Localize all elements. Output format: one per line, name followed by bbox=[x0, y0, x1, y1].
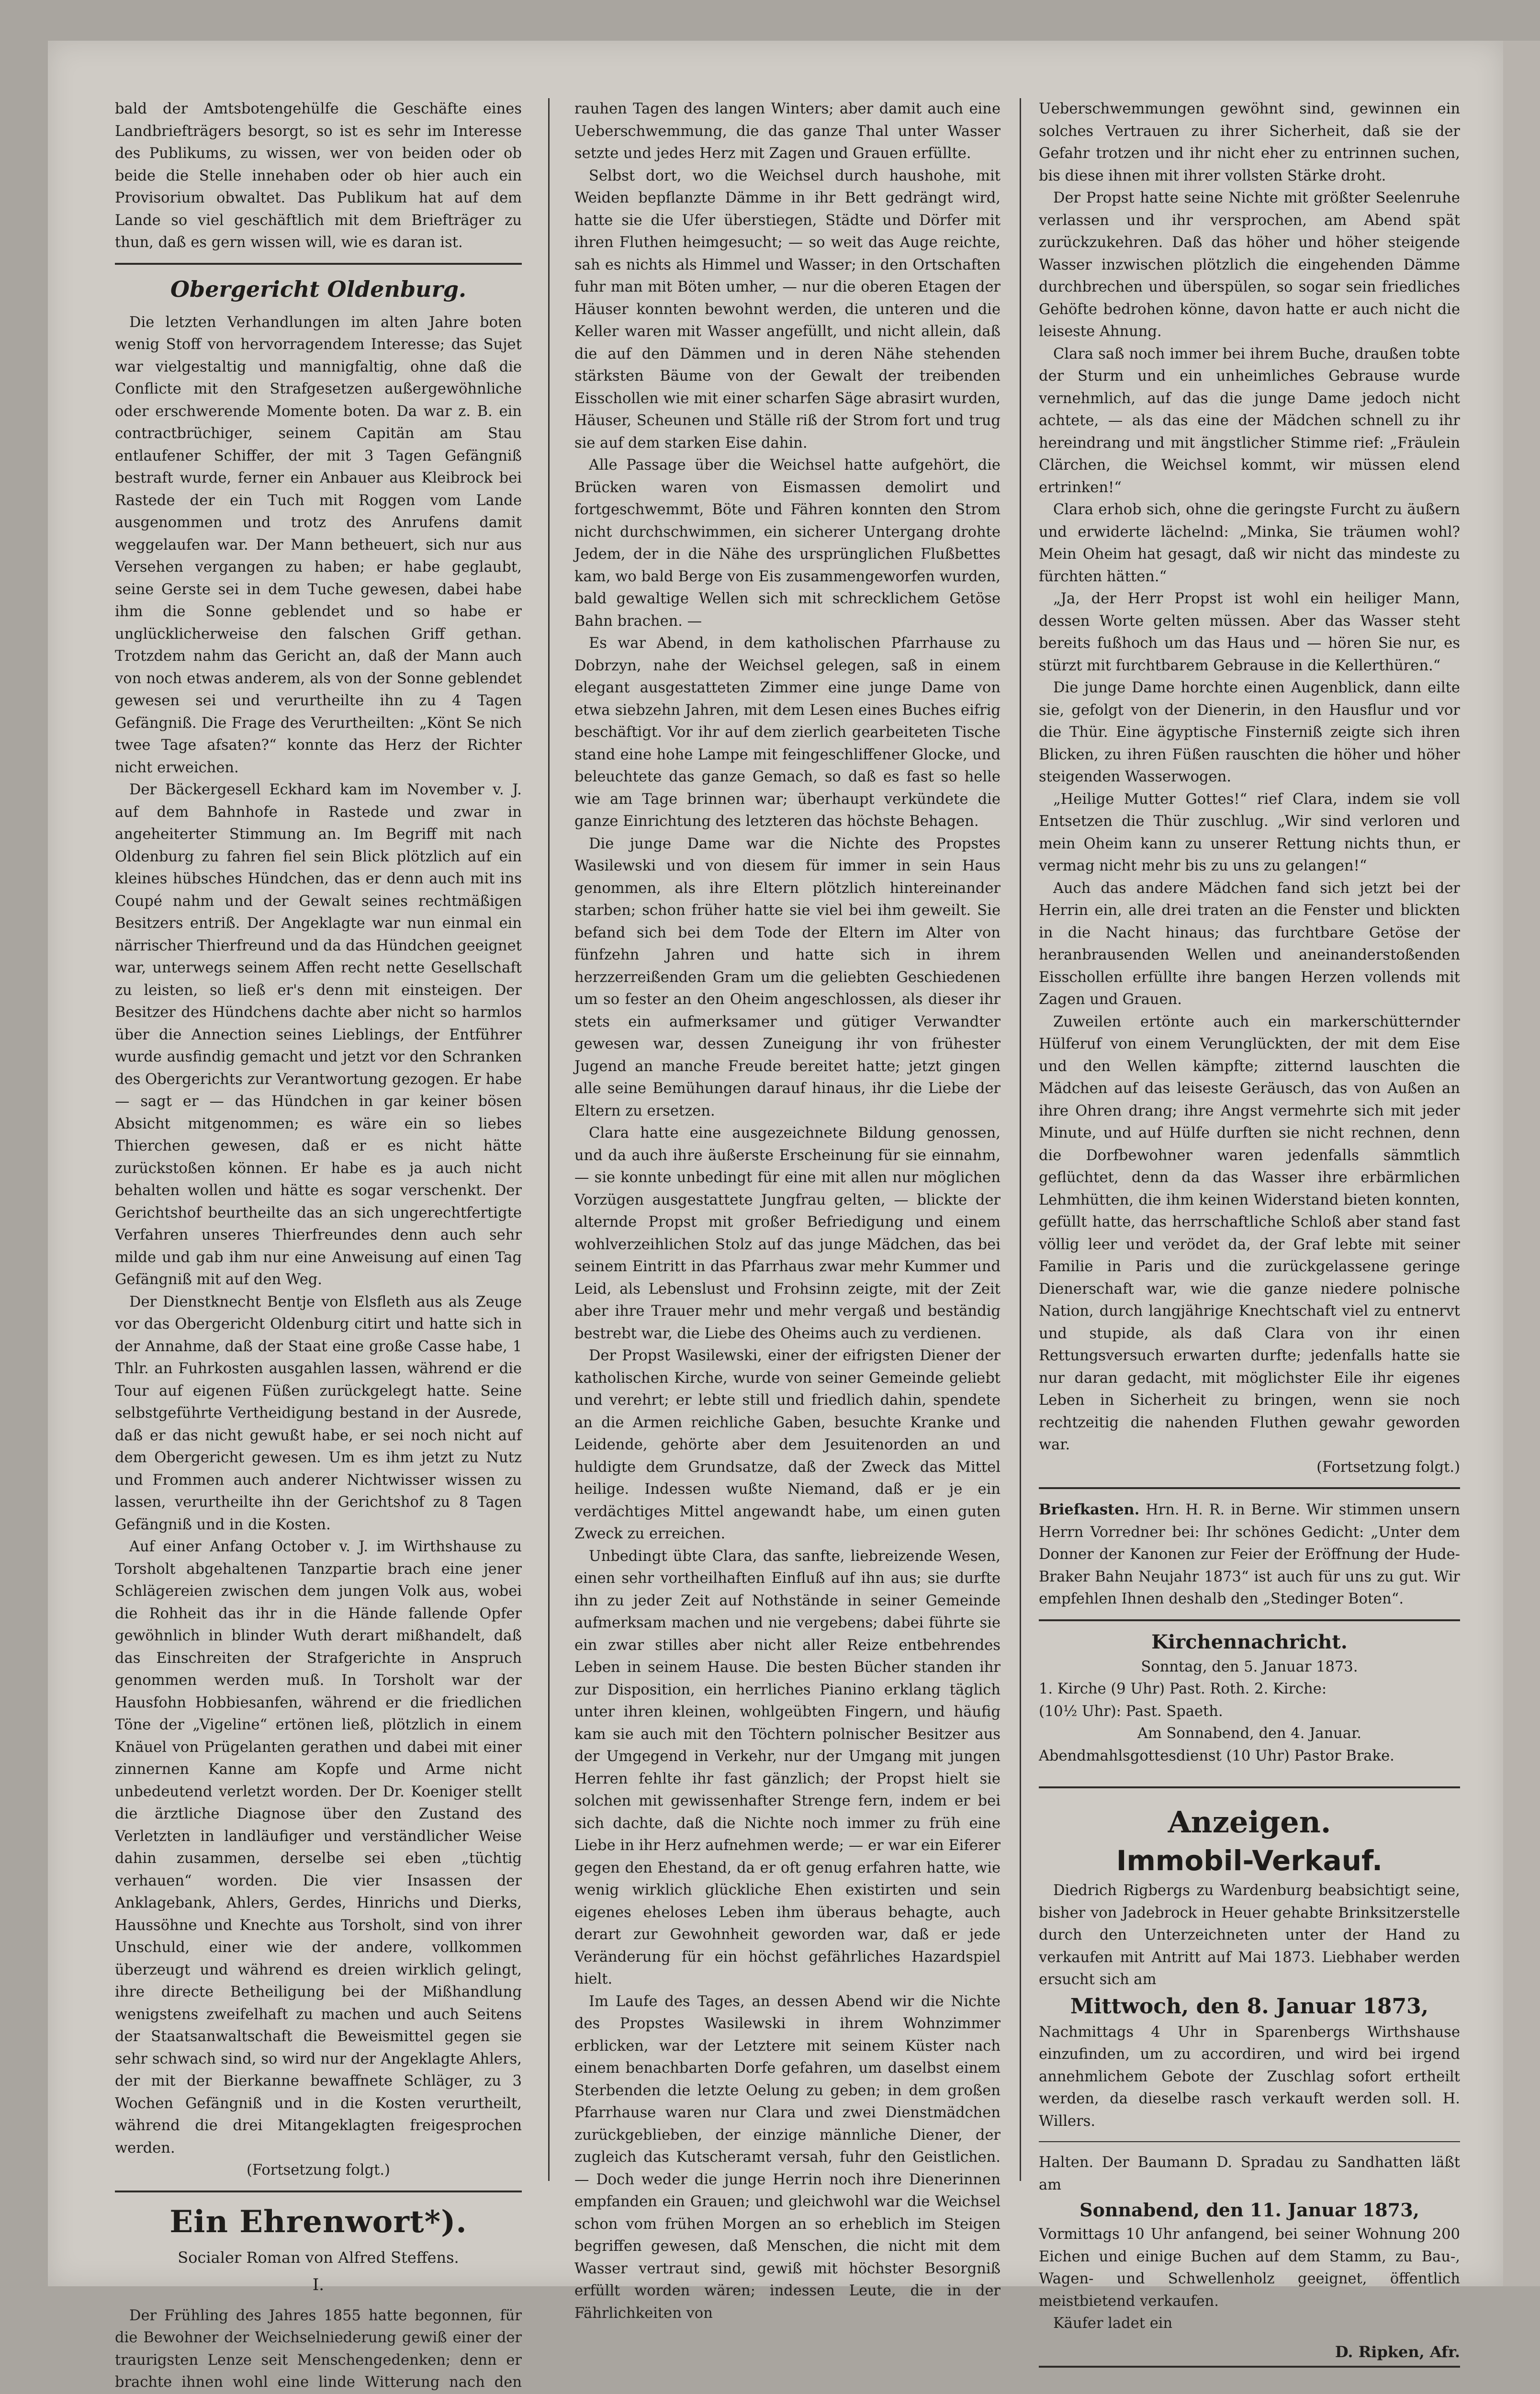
church-notice-line: Am Sonnabend, den 4. Januar. bbox=[1039, 1723, 1460, 1745]
column-right bbox=[1039, 98, 1460, 2368]
ad-date: Sonnabend, den 11. Januar 1873, bbox=[1039, 2199, 1460, 2221]
article-paragraph: Der Frühling des Jahres 1855 hatte begonnen, für die Bewohner der Weichselniederung gewiß einer der traurigsten Lenze seit Menschengedenken; denn er brachte ihnen wohl eine linde Witterung nach den bbox=[115, 2305, 522, 2394]
article-paragraph: Auf einer Anfang October v. J. im Wirthshause zu Torsholt abgehaltenen Tanzpartie brach eine jener Schlägereien zwischen dem jungen Volk aus, wobei die Rohheit das ihr in die Hände fallende Opfer gewöhnlich in blinder Wuth derart mißhandelt, daß das Einschreiten der Strafgerichte in Anspruch genommen werden muß. In Torsholt war der Hausfohn Hobbiesanfen, während er die friedlichen Töne der „Vigeline“ ertönen ließ, plötzlich in einem Knäuel von Prügelanten gerathen und dabei mit einer zinnernen Kanne am Kopfe und Arme nicht unbedeutend verletzt worden. Der Dr. Koeniger stellt die ärztliche Diagnose über den Zustand des Verletzten in landläufiger und verständlicher Weise dahin zusammen, derselbe sei eben „tüchtig verhauen“ worden. Die vier Insassen der Anklagebank, Ahlers, Gerdes, Hinrichs und Dierks, Haussöhne und Knechte aus Torsholt, sind von ihrer Unschuld, einer wie der andere, vollkommen überzeugt und während es dreien wirklich gelingt, ihre directe Betheiligung bei der Mißhandlung wenigstens zweifelhaft zu machen und auch Seitens der Staatsanwaltschaft die Beweismittel gegen sie sehr schwach sind, so wird nur der Angeklagte Ahlers, der mit der Bierkanne bewaffnete Schläger, zu 3 Wochen Gefängniß und in die Kosten verurtheilt, während die drei Mitangeklagten freigesprochen werden. bbox=[115, 1536, 522, 2159]
article-text: bald der Amtsbotengehülfe die Geschäfte eines Landbriefträgers besorgt, so ist es sehr im Interesse des Publikums, zu wissen, wer von beiden oder ob beide die Stelle innehaben oder ob hier auch ein Provisorium obwaltet. Das Publikum hat auf dem Lande so viel geschäftlich mit dem Briefträger zu thun, daß es gern wissen will, wie es daran ist. bbox=[115, 98, 522, 254]
ad-text: Nachmittags 4 Uhr in Sparenbergs Wirthshause einzufinden, um zu accordiren, und wird bei irgend annehmlichem Gebote der Zuschlag sofort ertheilt werden, da dieselbe rasch verkauft werden soll. H. Willers. bbox=[1039, 2021, 1460, 2133]
ad-text: Vormittags 10 Uhr anfangend, bei seiner Wohnung 200 Eichen und einige Buchen auf dem Stamm, zu Bau-, Wagen- und Schwellenholz geeignet, öffentlich meistbietend verkaufen. bbox=[1039, 2224, 1460, 2313]
ad-text: Diedrich Rigbergs zu Wardenburg beabsichtigt seine, bisher von Jadebrock in Heuer gehabte Brinksitzerstelle durch den Unterzeichneten unter der Hand zu verkaufen mit Antritt auf Mai 1873. Liebhaber werden ersucht sich am bbox=[1039, 1880, 1460, 1991]
column-middle bbox=[574, 98, 1000, 2325]
article-paragraph: Selbst dort, wo die Weichsel durch haushohe, mit Weiden bepflanzte Dämme in ihr Bett gedrängt wird, hatte sie die Ufer überstiegen, Städte und Dörfer mit ihren Fluthen heimgesucht; — so weit das Auge reichte, sah es nichts als Himmel und Wasser; in den Ortschaften fuhr man mit Böten umher, — nur die oberen Etagen der Häuser konnten bewohnt werden, die unteren und die Keller waren mit Wasser angefüllt, und nicht allein, daß die auf den Dämmen und in deren Nähe stehenden stärksten Bäume von der Gewalt der treibenden Eisschollen wie mit einer scharfen Säge abrasirt wurden, Häuser, Scheunen und Ställe riß der Strom fort und trug sie auf dem starken Eise dahin. bbox=[574, 165, 1000, 455]
article-paragraph: Der Bäckergesell Eckhard kam im November v. J. auf dem Bahnhofe in Rastede und zwar in angeheiterter Stimmung an. Im Begriff mit nach Oldenburg zu fahren fiel sein Blick plötzlich auf ein kleines hübsches Hündchen, das er denn auch mit ins Coupé nahm und der Gewalt seines rechtmäßigen Besitzers entriß. Der Angeklagte war nun einmal ein närrischer Thierfreund und da das Hündchen geeignet war, unterwegs seinem Affen recht nette Gesellschaft zu leisten, so ließ er's denn mit einsteigen. Der Besitzer des Hündchens dachte aber nicht so harmlos über die Annection seines Lieblings, der Entführer wurde ausfindig gemacht und jetzt vor den Schranken des Obergerichts zur Verantwortung gezogen. Er habe — sagt er — das Hündchen in gar keiner bösen Absicht mitgenommen; es wäre ein so liebes Thierchen gewesen, daß er es nicht hätte zurückstoßen können. Er habe es ja auch nicht behalten wollen und hätte es sogar verschenkt. Der Gerichtshof beurtheilte das an sich ungerechtfertigte Verfahren unseres Thierfreundes denn auch sehr milde und gab ihm nur eine Anweisung auf einen Tag Gefängniß mit auf den Weg. bbox=[115, 779, 522, 1291]
ad-text: Käufer ladet ein bbox=[1039, 2313, 1460, 2335]
article-paragraph: Der Propst hatte seine Nichte mit größter Seelenruhe verlassen und ihr versprochen, am Abend spät zurückzukehren. Daß das höher und höher steigende Wasser inzwischen plötzlich die eingehenden Dämme durchbrechen und überspülen, so sogar sein friedliches Gehöfte bedrohen könne, davon hatte er auch nicht die leiseste Ahnung. bbox=[1039, 187, 1460, 343]
article-paragraph: Clara saß noch immer bei ihrem Buche, draußen tobte der Sturm und ein unheimliches Gebrause wurde vernehmlich, auf das die junge Dame jedoch nicht achtete, — als das eine der Mädchen schnell zu ihr hereindrang und mit ängstlicher Stimme rief: „Fräulein Clärchen, die Weichsel kommt, wir müssen elend ertrinken!“ bbox=[1039, 343, 1460, 499]
page-edge bbox=[1503, 41, 1540, 2286]
article-paragraph: Die junge Dame horchte einen Augenblick, dann eilte sie, gefolgt von der Dienerin, in den Hausflur und vor die Thür. Eine ägyptische Finsterniß zeigte sich ihren Blicken, zu ihren Füßen rauschten die höher und höher steigenden Wasserwogen. bbox=[1039, 677, 1460, 789]
article-paragraph: Die letzten Verhandlungen im alten Jahre boten wenig Stoff von hervorragendem Interesse; das Sujet war vielgestaltig und mannigfaltig, ohne daß die Conflicte mit den Strafgesetzen außergewöhnliche oder erschwerende Momente boten. Da war z. B. ein contractbrüchiger, seinem Capitän am Stau entlaufener Schiffer, der mit 3 Tagen Gefängniß bestraft wurde, ferner ein Anbauer aus Kleibrock bei Rastede der ein Tuch mit Roggen vom Lande ausgenommen und trotz des Anrufens damit weggelaufen war. Der Mann betheuert, sich nur aus Versehen vergangen zu haben; er habe geglaubt, seine Gerste sei in dem Tuche gewesen, dabei habe ihm die Sonne geblendet und so habe er unglücklicherweise den falschen Griff gethan. Trotzdem nahm das Gericht an, daß der Mann auch von noch etwas anderem, als von der Sonne geblendet gewesen sei und verurtheilte ihn zu 4 Tagen Gefängniß. Die Frage des Verurtheilten: „Könt Se nich twee Tage afsaten?“ konnte das Herz der Richter nicht erweichen. bbox=[115, 312, 522, 779]
section-heading: Obergericht Oldenburg. bbox=[115, 276, 522, 302]
column-rule bbox=[1020, 98, 1021, 2181]
continuation-note: (Fortsetzung folgt.) bbox=[115, 2159, 522, 2182]
article-paragraph: Unbedingt übte Clara, das sanfte, liebreizende Wesen, einen sehr vortheilhaften Einfluß auf ihn aus; sie durfte ihn zu jeder Zeit auf Nothstände in seiner Gemeinde aufmerksam machen und nie vergebens; dabei führte sie ein zwar stilles aber nicht aller Reize entbehrendes Leben in seinem Hause. Die besten Bücher standen ihr zur Disposition, ein herrliches Pianino erklang täglich unter ihren kleinen, wohlgeübten Fingern, und häufig kam sie auch mit den Töchtern polnischer Besitzer aus der Umgegend in Verkehr, nur der Umgang mit jungen Herren fehlte ihr fast gänzlich; der Propst hielt sie solchen mit gewissenhafter Strenge fern, indem er bei sich dachte, daß die Nichte noch immer zu früh eine Liebe in ihr Herz aufnehmen werde; — er war ein Eiferer gegen den Ehestand, da er oft genug erfahren hatte, wie wenig wirklich glückliche Ehen existirten und sein eigenes eheloses Leben ihm überaus behagte, auch derart zur Gewohnheit geworden war, daß er jede Veränderung für ein höchst gefährliches Hazardspiel hielt. bbox=[574, 1546, 1000, 1991]
article-paragraph: Der Propst Wasilewski, einer der eifrigsten Diener der katholischen Kirche, wurde von seiner Gemeinde geliebt und verehrt; er lebte still und friedlich dahin, spendete an die Armen reichliche Gaben, besuchte Kranke und Leidende, gehörte aber dem Jesuitenorden an und huldigte dem Grundsatze, daß der Zweck das Mittel heilige. Indessen wußte Niemand, daß er je ein verdächtiges Mittel angewandt habe, um einen guten Zweck zu erreichen. bbox=[574, 1345, 1000, 1546]
advertisements bbox=[1039, 1786, 1460, 2368]
divider bbox=[1039, 1619, 1460, 1621]
article-paragraph: Ueberschwemmungen gewöhnt sind, gewinnen ein solches Vertrauen zu ihrer Sicherheit, daß sie der Gefahr trotzen und ihr nicht eher zu entrinnen suchen, bis diese ihnen mit ihrer vollsten Stärke droht. bbox=[1039, 98, 1460, 187]
church-notice-line: Abendmahlsgottesdienst (10 Uhr) Pastor Brake. bbox=[1039, 1745, 1460, 1768]
church-notice-title: Kirchennachricht. bbox=[1039, 1631, 1460, 1653]
ad-text: Halten. Der Baumann D. Spradau zu Sandhatten läßt am bbox=[1039, 2152, 1460, 2196]
chapter-number: I. bbox=[115, 2275, 522, 2294]
ads-heading: Anzeigen. bbox=[1039, 1805, 1460, 1840]
column-left bbox=[115, 98, 522, 2394]
article-paragraph: Im Laufe des Tages, an dessen Abend wir die Nichte des Propstes Wasilewski in ihrem Wohnzimmer erblicken, war der Letztere mit seinem Küster nach einem benachbarten Dorfe gefahren, um daselbst einem Sterbenden die letzte Oelung zu geben; in dem großen Pfarrhause waren nur Clara und zwei Dienstmädchen zurückgeblieben, der einzige männliche Diener, der zugleich das Kutscheramt versah, fuhr den Geistlichen. — Doch weder die junge Herrin noch ihre Dienerinnen empfanden ein Grauen; und gleichwohl war die Weichsel schon vom frühen Morgen an so erheblich im Steigen begriffen gewesen, daß Menschen, die nicht mit dem Wasser vertraut sind, gewiß mit höchster Besorgniß erfüllt worden wären; indessen Leute, die in der Fährlichkeiten von bbox=[574, 1991, 1000, 2325]
briefkasten-text: Hrn. H. R. in Berne. Wir stimmen unsern Herrn Vorredner bei: Ihr schönes Gedicht: „Unter dem Donner der Kanonen zur Feier der Eröffnung der Hude-Braker Bahn Neujahr 1873“ ist auch für uns zu gut. Wir empfehlen Ihnen deshalb den „Stedinger Boten“. bbox=[1039, 1502, 1460, 1607]
column-rule bbox=[548, 98, 550, 2181]
church-notice-line: 1. Kirche (9 Uhr) Past. Roth. 2. Kirche: bbox=[1039, 1678, 1460, 1701]
article-paragraph: Auch das andere Mädchen fand sich jetzt bei der Herrin ein, alle drei traten an die Fenster und blickten in die Nacht hinaus; das furchtbare Getöse der heranbrausenden Wellen und aneinanderstoßenden Eisschollen erfüllte ihre bangen Herzen vollends mit Zagen und Grauen. bbox=[1039, 878, 1460, 1011]
novel-subtitle: Socialer Roman von Alfred Steffens. bbox=[115, 2248, 522, 2267]
ad-title: Immobil-Verkauf. bbox=[1039, 1844, 1460, 1877]
briefkasten bbox=[1039, 1499, 1460, 1611]
church-notice-date: Sonntag, den 5. Januar 1873. bbox=[1039, 1656, 1460, 1679]
ad-date: Mittwoch, den 8. Januar 1873, bbox=[1039, 1994, 1460, 2019]
novel-title: Ein Ehrenwort*). bbox=[115, 2204, 522, 2240]
article-paragraph: Die junge Dame war die Nichte des Propstes Wasilewski und von diesem für immer in sein Haus genommen, als ihre Eltern plötzlich hintereinander starben; schon früher hatte sie viel bei ihm geweilt. Sie befand sich bei dem Tode der Eltern im Alter von fünfzehn Jahren und hatte sich in ihrem herzzerreißenden Gram um die geliebten Geschiedenen um so fester an den Oheim angeschlossen, als dieser ihr stets ein aufmerksamer und gütiger Verwandter gewesen war, dessen Zuneigung ihr von frühester Jugend an manche Freude bereitet hatte; jetzt gingen alle seine Bemühungen darauf hinaus, ihr die Liebe der Eltern zu ersetzen. bbox=[574, 833, 1000, 1123]
article-paragraph: Der Dienstknecht Bentje von Elsfleth aus als Zeuge vor das Obergericht Oldenburg citirt und hatte sich in der Annahme, daß der Staat eine große Casse habe, 1 Thlr. an Fuhrkosten ausgahlen lassen, während er die Tour auf eigenen Füßen zurückgelegt hatte. Seine selbstgeführte Vertheidigung bestand in der Ausrede, daß er das nicht gewußt habe, er sei noch nicht auf dem Obergericht gewesen. Um es ihm jetzt zu Nutz und Frommen auch anderer Nichtwisser wissen zu lassen, verurtheilte ihn der Gerichtshof zu 8 Tagen Gefängniß und in die Kosten. bbox=[115, 1291, 522, 1536]
article-paragraph: „Ja, der Herr Propst ist wohl ein heiliger Mann, dessen Worte gelten müssen. Aber das Wasser steht bereits fußhoch um das Haus und — hören Sie nur, es stürzt mit furchtbarem Gebrause in die Kellerthüren.“ bbox=[1039, 588, 1460, 677]
briefkasten-label: Briefkasten. bbox=[1039, 1501, 1139, 1518]
article-paragraph: Alle Passage über die Weichsel hatte aufgehört, die Brücken waren von Eismassen demolirt und fortgeschwemmt, Böte und Fähren konnten den Strom nicht durchschwimmen, ein sicherer Untergang drohte Jedem, der in die Nähe des ursprünglichen Flußbettes kam, wo bald Berge von Eis zusammengeworfen wurden, bald gewaltige Wellen sich mit schrecklichem Getöse Bahn brachen. — bbox=[574, 454, 1000, 632]
article-paragraph: Clara erhob sich, ohne die geringste Furcht zu äußern und erwiderte lächelnd: „Minka, Sie träumen wohl? Mein Oheim hat gesagt, daß wir nicht das mindeste zu fürchten hätten.“ bbox=[1039, 499, 1460, 588]
church-notice-line: (10½ Uhr): Past. Spaeth. bbox=[1039, 1701, 1460, 1723]
article-paragraph: Clara hatte eine ausgezeichnete Bildung genossen, und da auch ihre äußerste Erscheinung für sie einnahm, — sie konnte unbedingt für eine mit allen nur möglichen Vorzügen ausgestattete Jungfrau gelten, — blickte der alternde Propst mit großer Befriedigung und einem wohlverzeihlichen Stolz auf das junge Mädchen, das bei seinem Eintritt in das Pfarrhaus zwar mehr Kummer und Leid, als Lebenslust und Frohsinn zeigte, mit der Zeit aber ihre Trauer mehr und mehr vergaß und beständig bestrebt war, die Liebe des Oheims auch zu verdienen. bbox=[574, 1122, 1000, 1345]
divider bbox=[115, 2191, 522, 2192]
article-paragraph: rauhen Tagen des langen Winters; aber damit auch eine Ueberschwemmung, die das ganze Thal unter Wasser setzte und jedes Herz mit Zagen und Grauen erfüllte. bbox=[574, 98, 1000, 165]
article-paragraph: Es war Abend, in dem katholischen Pfarrhause zu Dobrzyn, nahe der Weichsel gelegen, saß in einem elegant ausgestatteten Zimmer eine junge Dame von etwa siebzehn Jahren, mit dem Lesen eines Buches eifrig beschäftigt. Vor ihr auf dem zierlich gearbeiteten Tische stand eine hohe Lampe mit feingeschliffener Glocke, und beleuchtete das ganze Gemach, so daß es fast so helle wie am Tage brinnen war; überhaupt verkündete die ganze Einrichtung des letzteren das höchste Behagen. bbox=[574, 632, 1000, 833]
article-paragraph: Zuweilen ertönte auch ein markerschütternder Hülferuf von einem Verunglückten, der mit dem Eise und den Wellen kämpfte; zitternd lauschten die Mädchen auf das leiseste Geräusch, das von Außen an ihre Ohren drang; ihre Angst vermehrte sich mit jeder Minute, und auf Hülfe durften sie nicht rechnen, denn die Dorfbewohner waren jedenfalls sämmtlich geflüchtet, denn da das Wasser ihre erbärmlichen Lehmhütten, die ihm keinen Widerstand bieten konnten, gefüllt hatte, das herrschaftliche Schloß aber stand fast völlig leer und verödet da, der Graf lebte mit seiner Familie in Paris und die zurückgelassene geringe Dienerschaft war, wie die ganze niedere polnische Nation, durch langjährige Knechtschaft viel zu entnervt und stupide, als daß Clara von ihr einen Rettungsversuch erwarten durfte; jedenfalls hatte sie nur daran gedacht, mit möglichster Eile ihr eigenes Leben in Sicherheit zu bringen, wenn sie noch rechtzeitig die nahenden Fluthen gewahr geworden war. bbox=[1039, 1011, 1460, 1457]
ad-signature: D. Ripken, Afr. bbox=[1039, 2343, 1460, 2361]
divider bbox=[115, 263, 522, 265]
divider bbox=[1039, 1487, 1460, 1489]
continuation-note: (Fortsetzung folgt.) bbox=[1039, 1457, 1460, 1479]
article-paragraph: „Heilige Mutter Gottes!“ rief Clara, indem sie voll Entsetzen die Thür zuschlug. „Wir sind verloren und mein Oheim kann zu unserer Rettung nichts thun, er vermag nicht mehr bis zu uns zu gelangen!“ bbox=[1039, 789, 1460, 878]
divider bbox=[1039, 2141, 1460, 2142]
